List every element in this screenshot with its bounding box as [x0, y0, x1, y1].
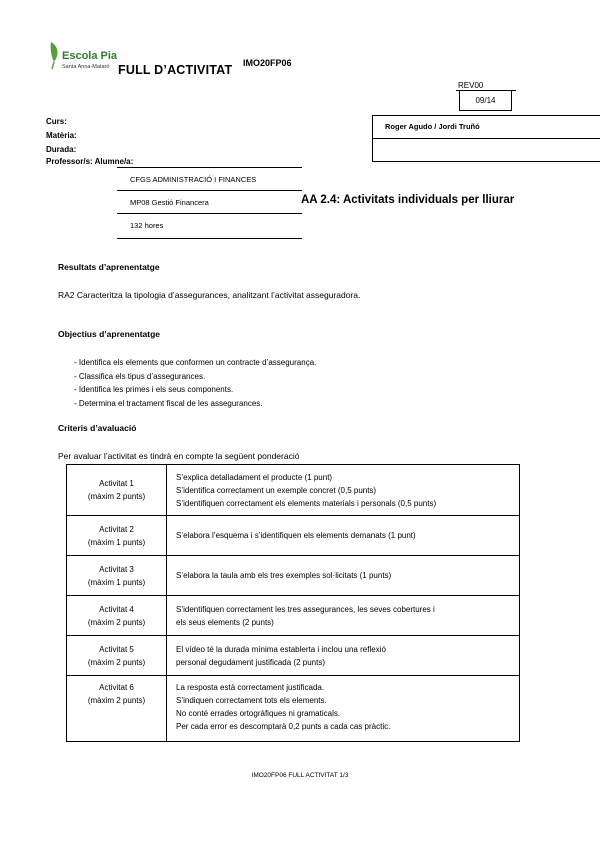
page-title: FULL D’ACTIVITAT	[118, 63, 233, 77]
criteria-line: S’elabora l’esquema i s’identifiquen els elements demanats (1 punt)	[176, 531, 416, 540]
objectives-list	[74, 356, 316, 410]
criteria-line: La resposta està correctament justificada.	[176, 683, 325, 692]
results-heading: Resultats d’aprenentatge	[58, 262, 160, 272]
page-footer: IMO20FP06 FULL ACTIVITAT 1/3	[251, 772, 349, 779]
criteria-line: El vídeo té la durada mínima establerta i inclou una reflexió	[176, 644, 386, 654]
course-hours: 132 hores	[130, 221, 164, 230]
results-text: RA2 Caracteritza la tipologia d’assegurances, analitzant l’activitat asseguradora.	[58, 290, 361, 300]
list-item: - Identifica els elements que conformen un contracte d’assegurança.	[74, 358, 317, 367]
criteria-intro: Per avaluar l’activitat es tindrà en compte la següent ponderació	[58, 451, 300, 461]
course-module: MP08 Gestió Financera	[117, 191, 302, 214]
criteria-line: S’identifica correctament un exemple concret (0,5 punts)	[176, 485, 377, 495]
activity-cell	[67, 636, 167, 676]
logo-name: Escola Pia	[62, 50, 118, 62]
criteria-line: No conté errades ortogràfiques ni gramaticals.	[176, 709, 341, 718]
activity-name: Activitat 4	[99, 604, 134, 614]
activity-cell	[67, 596, 167, 636]
list-item: - Classifica els tipus d’assegurances.	[74, 371, 206, 381]
list-item: - Identifica les primes i els seus components.	[74, 385, 234, 394]
table-row	[67, 676, 520, 742]
criteria-line: els seus elements (2 punts)	[176, 617, 274, 627]
criteria-heading: Criteris d’avaluació	[58, 423, 137, 433]
course-info-box	[117, 167, 302, 239]
criteria-line: Per cada error es descomptarà 0,2 punts a cada cas pràctic.	[176, 722, 391, 731]
criteria-cell	[167, 465, 520, 516]
activity-points: (màxim 2 punts)	[87, 657, 146, 667]
durada-label: Durada:	[46, 145, 77, 154]
activity-cell	[67, 556, 167, 596]
course-cycle: CFGS ADMINISTRACIÓ I FINANCES	[117, 168, 302, 191]
teachers-names: Roger Agudo / Jordi Truñó	[373, 116, 600, 139]
criteria-line: personal degudament justificada (2 punts)	[176, 657, 325, 667]
revision: REV00	[458, 81, 484, 90]
table-row	[67, 556, 520, 596]
criteria-line: S’identifiquen correctament els elements materials i personals (0,5 punts)	[176, 498, 437, 508]
logo	[48, 40, 118, 80]
criteria-cell	[167, 556, 520, 596]
activity-name: Activitat 1	[99, 479, 134, 488]
activity-cell	[67, 516, 167, 556]
activity-cell	[67, 465, 167, 516]
objectives-heading: Objectius d’aprenentatge	[58, 329, 161, 339]
criteria-cell	[167, 596, 520, 636]
professor-label: Professor/s: Alumne/a:	[46, 157, 134, 166]
table-row	[67, 465, 520, 516]
date-box: 09/14	[459, 91, 512, 111]
table-row	[67, 636, 520, 676]
criteria-cell	[167, 676, 520, 742]
activity-name: Activitat 3	[99, 564, 134, 574]
materia-label: Matèria:	[46, 131, 77, 140]
activity-title: AA 2.4: Activitats individuals per lliurar	[301, 194, 515, 206]
activity-points: (màxim 1 punts)	[87, 577, 146, 587]
curs-label: Curs:	[46, 117, 67, 126]
activity-points: (màxim 1 punts)	[87, 537, 146, 547]
list-item: - Determina el tractament fiscal de les assegurances.	[74, 398, 263, 408]
criteria-line: S’identifiquen correctament les tres assegurances, les seves cobertures i	[176, 604, 435, 614]
logo-subtitle: Santa Anna-Mataró	[62, 64, 110, 70]
activity-points: (màxim 2 punts)	[87, 617, 146, 627]
criteria-cell	[167, 636, 520, 676]
table-row	[67, 596, 520, 636]
criteria-line: S’explica detalladament el producte (1 punt)	[176, 472, 333, 482]
table-row	[67, 516, 520, 556]
activity-points: (màxim 2 punts)	[87, 696, 146, 705]
activity-name: Activitat 2	[99, 524, 134, 534]
criteria-line: S’elabora la taula amb els tres exemples sol·licitats (1 punts)	[176, 571, 392, 580]
criteria-table	[66, 464, 520, 742]
document-code: IMO20FP06	[243, 58, 292, 68]
activity-cell	[67, 676, 167, 742]
activity-name: Activitat 6	[99, 683, 134, 692]
criteria-line: S’indiquen correctament tots els elements.	[176, 696, 327, 705]
activity-name: Activitat 5	[99, 644, 134, 654]
teachers-box	[372, 115, 600, 162]
criteria-cell	[167, 516, 520, 556]
activity-points: (màxim 2 punts)	[87, 492, 146, 501]
